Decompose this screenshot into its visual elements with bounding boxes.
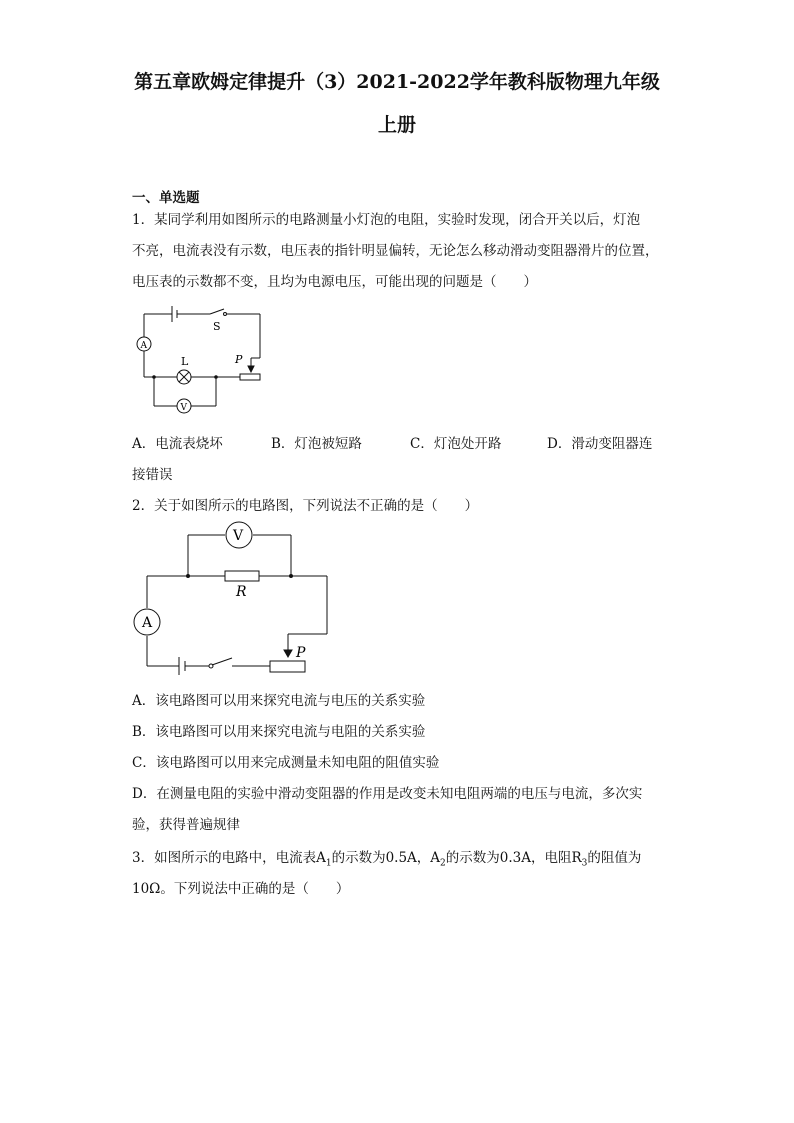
q3-stem-line2: 10Ω。下列说法中正确的是（ ） xyxy=(132,881,350,897)
q1-stem-line2: 不亮，电流表没有示数，电压表的指针明显偏转，无论怎么移动滑动变阻器滑片的位置， xyxy=(132,243,659,259)
q2-label-v: V xyxy=(233,528,244,544)
q1-stem-line1: 1．某同学利用如图所示的电路测量小灯泡的电阻，实验时发现，闭合开关以后，灯泡 xyxy=(132,212,641,228)
q1-switch-contact xyxy=(224,313,227,316)
page-title-continued: 上册 xyxy=(377,114,416,136)
section-heading: 一、单选题 xyxy=(132,190,200,206)
q1-rheostat xyxy=(240,374,260,380)
q1-circuit-diagram xyxy=(132,302,272,414)
q1-label-l: L xyxy=(181,355,189,368)
q2-resistor xyxy=(225,571,259,581)
q2-switch-lever xyxy=(212,658,232,665)
q2-label-r: R xyxy=(236,584,247,600)
q3-stem-line1: 3．如图所示的电路中，电流表$A_1$的示数为0.5A，$A_2$的示数为0.3A，电阻$R_3$的阻值为 xyxy=(132,850,642,869)
q1-label-a: A xyxy=(140,341,147,351)
q2-option-d: D．在测量电阻的实验中滑动变阻器的作用是改变未知电阻两端的电压与电流，多次实 xyxy=(132,786,643,802)
q2-label-p: P xyxy=(296,645,306,661)
q2-option-a: A．该电路图可以用来探究电流与电压的关系实验 xyxy=(132,693,426,709)
q2-circuit-diagram xyxy=(132,516,332,678)
q1-label-s: S xyxy=(213,320,221,333)
q1-option-d-cont: 接错误 xyxy=(132,467,173,483)
q1-label-v: V xyxy=(180,403,187,413)
q2-label-a: A xyxy=(142,615,153,631)
page-title: 第五章欧姆定律提升（3）2021-2022学年教科版物理九年级 xyxy=(134,71,660,93)
q1-option-d: D．滑动变阻器连 xyxy=(547,436,653,452)
q1-label-p: P xyxy=(235,353,243,366)
q1-option-b: B．灯泡被短路 xyxy=(271,436,362,452)
q1-option-a: A．电流表烧坏 xyxy=(132,436,223,452)
q1-option-c: C．灯泡处开路 xyxy=(410,436,502,452)
q1-stem-line3: 电压表的示数都不变，且均为电源电压，可能出现的问题是（ ） xyxy=(132,274,537,290)
q1-switch-lever xyxy=(210,309,224,314)
q2-stem: 2．关于如图所示的电路图，下列说法不正确的是（ ） xyxy=(132,498,479,514)
q2-option-c: C．该电路图可以用来完成测量未知电阻的阻值实验 xyxy=(132,755,440,771)
q2-option-b: B．该电路图可以用来探究电流与电阻的关系实验 xyxy=(132,724,426,740)
q2-option-d-cont: 验，获得普遍规律 xyxy=(132,817,240,833)
q2-rheostat-arrow xyxy=(284,650,292,657)
q2-rheostat xyxy=(270,661,305,672)
q1-rheostat-arrow xyxy=(248,366,254,372)
